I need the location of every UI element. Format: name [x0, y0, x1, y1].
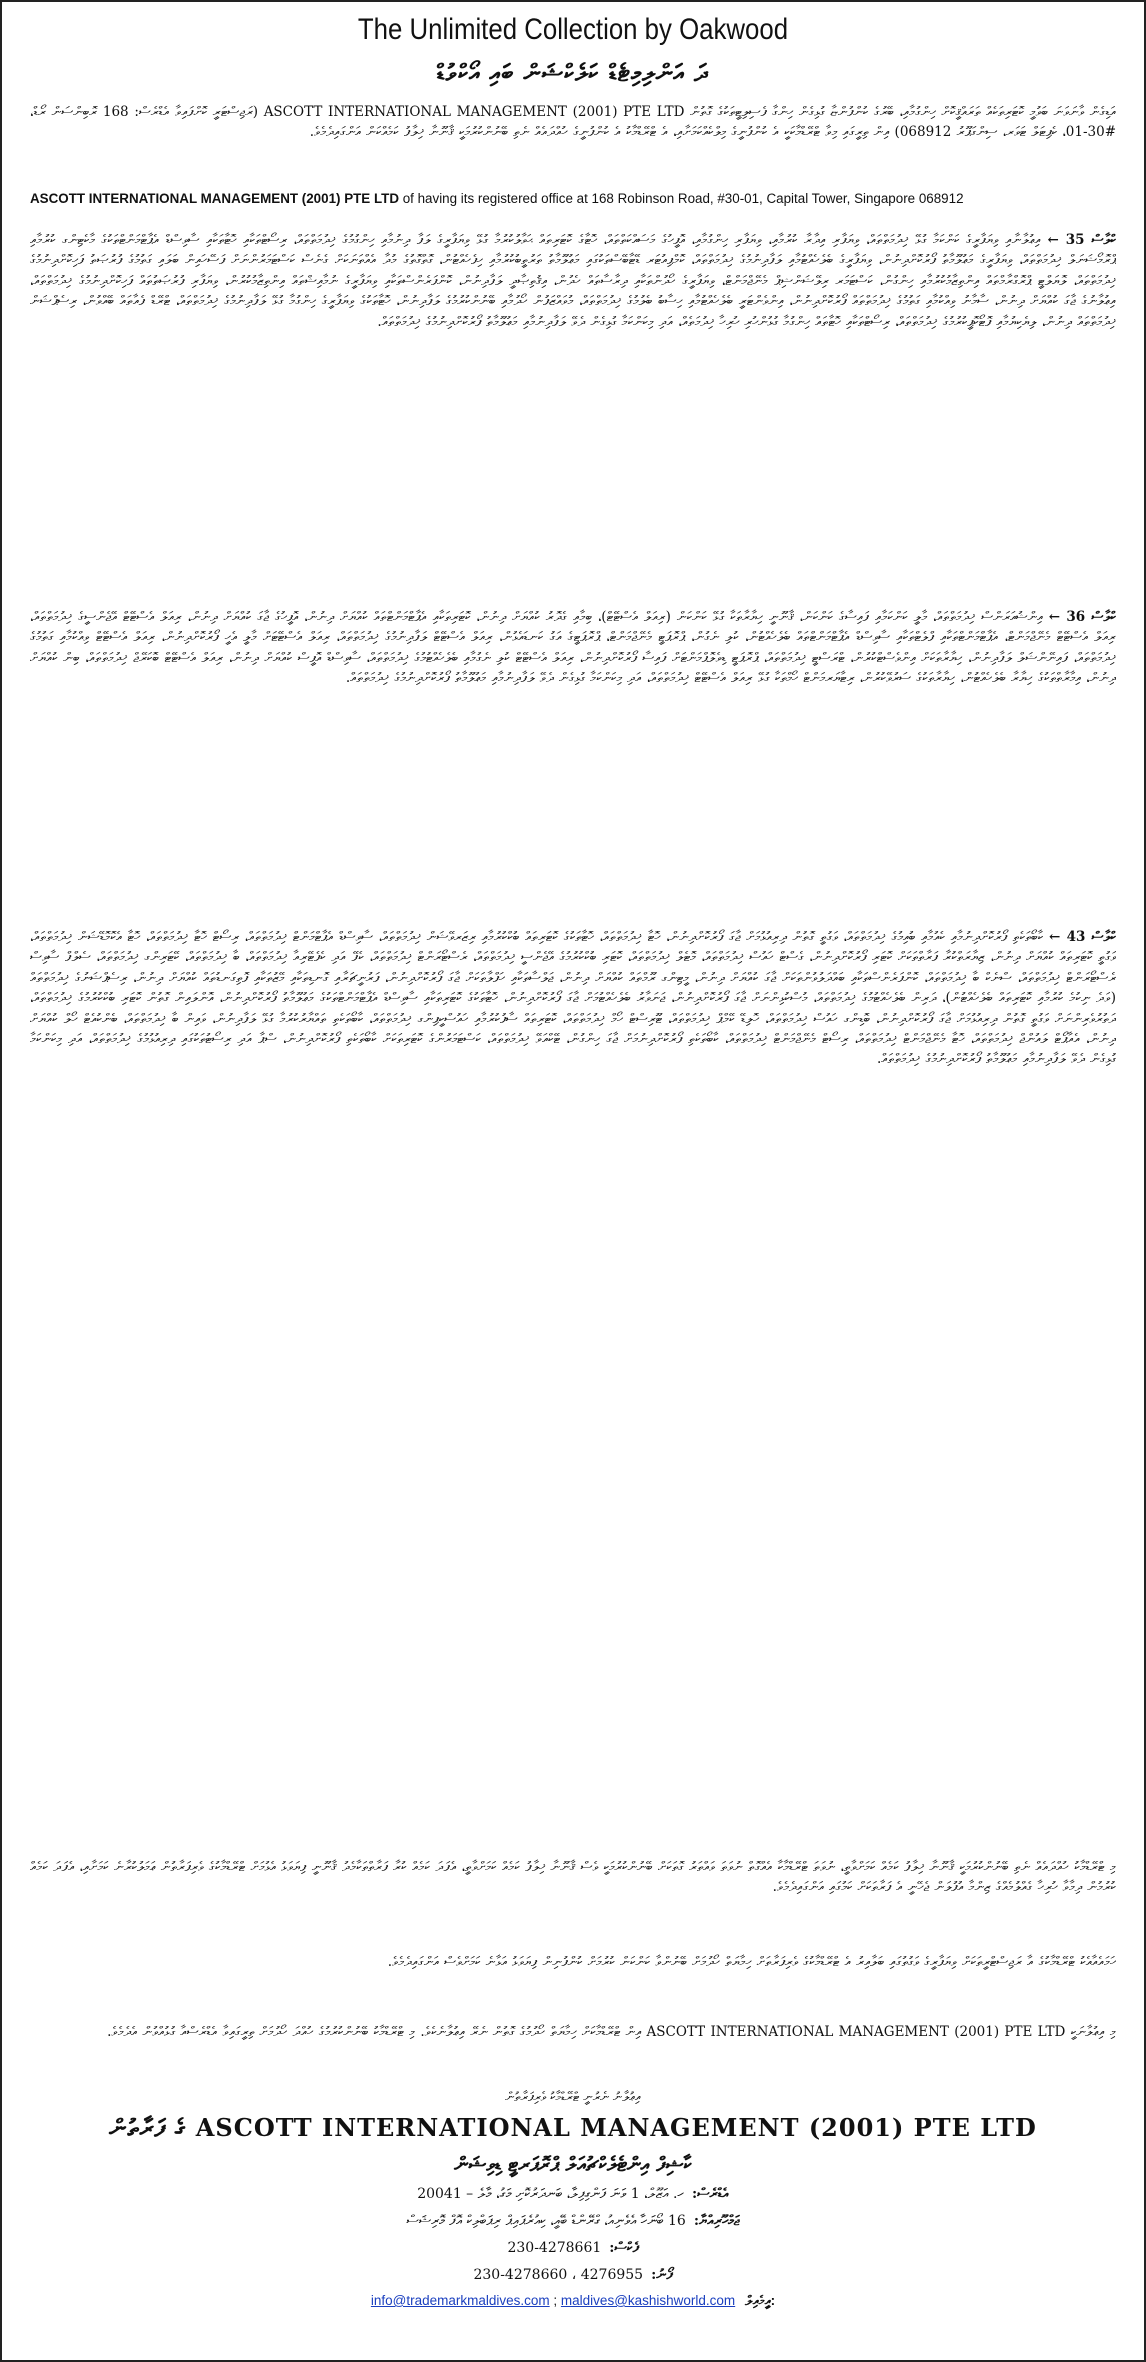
- company-name: ASCOTT INTERNATIONAL MANAGEMENT (2001) PTE LTD: [30, 191, 399, 206]
- footer-address-label: އެޑްރެސް:: [692, 2186, 729, 2202]
- email-separator: ;: [549, 2293, 561, 2308]
- class-35-text: އިޢުލާނާއި ވިޔަފާރީގެ ކަންކަމާ ގުޅޭ ޚިދުމަތްތައް، ވިޔަފާރި އިދާރާ ކުރުމާއި، ވިޔަފާރި ހިންގުމާއި، އޮފީހުގެ މަސައްކަތްތައް، ހޮޓާގެ ކޮޓަރިތައް ޙަވާލުކުރުމާ ގުޅޭ ވިޔަފާރީގެ ލަފާ ދިނުމާއި ހިންގުމުގެ ޚިދުމަތްތައް، ރިސޯޓްތަކާއި ހޮޓާތަކާއި ސާވިސްޑް އެޕާޓްމަންޓްތަކުގެ މާކެޓިންގ ކުރުމާއި ޕްރޮމޯޝަނަލް ޚިދުމަތްތައް، ވިޔަފާރީގެ މަޢުލޫމާތު ފޯރުކޮށްދިނުން، ވިޔަފާރީގެ ބެލެހެއްޓުމާއި ލަފާދިނުމުގެ ޚިދުމަތްތައް، ކޮމްޕިއުޓަރ ޑޭޓާބޭސްތަކުގައި މަޢުލޫމާތު ތަރުތީބުކުރުމާއި ހިފެހެއްޓުން، ގޮތްގޮތުގެ މުދާ އެއްތަނަކަށް ގެނެސް ކަސްޓަމަރުންނަށް ފަސޭހައިން ބަލައި ގަތުމުގެ ފުރުޞަތު ފަހިކޮށްދިނުމުގެ ޚިދުމަތްތައް، ލޮޔަލްޓީ ޕްރޮގްރާމްތައް އިންތިޒާމުކުރުމާއި ހިންގުން، ކަސްޓަމަރ ރިލޭޝަންޝިޕް މެނޭޖްމަންޓް، ވިޔަފާރީގެ ހޯދުންތަކާއި ދިރާސާތައް ހެދުން، އިޤުތިޞާދީ ލަފާދިނުން، ކޮންފަރެންސްތަކާއި ވިޔަފާރީގެ ނުމާއިޝްތައް އިންތިޒާމުކުރުން، ވިޔަފާރި ފުރުޞަތުތައް ފަހިކޮށްދިނުމުގެ ޚިދުމަތްތައް، އިޢުލާނުގެ ޖާގަ ކުއްޔަށް ދިނުން، ސާމާނު ވިއްކުމާއި ގަތުމުގެ ޚިދުމަތްތައް ފޯރުކޮށްދިނުން، އިންވެންޓަރީ ބެލެހެއްޓުމާއި ހިސާބު ބެލުމުގެ ޚިދުމަތްތައް، މުވައްޒަފުން ހޯދުމާއި ބޭނުންކުރުމުގެ ލަފާދިނުން، ހޮޓާތަކުގެ ވިޔަފާރީގެ ހިންގުމާ ގުޅޭ ލަފާދިނުމުގެ ޚިދުމަތްތައް، ޓްރޭޑް ފެއާތައް ބޭއްވުން، ރިސެޕްޝަން ޚިދުމަތްތައް ދިނުން، ލިޔެކިޔުމާއި ފޮޓޯކޮޕީކުރުމުގެ ޚިދުމަތްތައް، ރިސޯޓްތަކާއި ހޮޓާތައް ހިންގުމާ ގުޅުންހުރި ހުރިހާ ޚިދުމަތެއް، އަދި މިކަންކަމާ ގުޅިގެން ދެވޭ ލަފާދިނުމާއި މަޢުލޫމާތު ފޯރުކޮށްދިނުމުގެ ޚިދުމަތްތައް.: [30, 232, 1116, 330]
- email-link-maldives[interactable]: maldives@kashishworld.com: [560, 2293, 736, 2308]
- notice-paragraph-1: މި ޓްރޭޑްމާކު ހުއްދައެއް ނެތި ބޭނުންކުރުމަކީ ޤާނޫނާ ޚިލާފު ކަމެއް ކަމަށްވާތީ، ނުވަތަ ޓްރޭޑްމާކާ އެއްގޮތް ނުވަތަ ވައްތަރު ގޮތަކަށް ބޭނުންކުރުމަކީ ވެސް ޤާނޫނާ ޚިލާފު ކަމެއް ކަމަށްވާތީ، އެފަދަ ކަމެއް ކުރާ ފަރާތްތަކާމެދު ޤާނޫނީ ފިޔަވަޅު އެޅުމަށް ޓްރޭޑްމާކުގެ ވެރިފަރާތުން ޢަމަލުކުރާނެ ކަމަށާއި، އެފަދަ ކަމެއް ކުރުމުން ދިމާވާ ހުރިހާ ގެއްލުމެއްގެ ޒިންމާ އުފުލަން ޖެހޭނީ އެ ފަރާތަކަށް ކަމުގައި އަންގައިދެމެވެ.: [30, 1859, 1116, 1896]
- class-43-section: [30, 927, 1116, 1822]
- page-title: The Unlimited Collection by Oakwood: [357, 13, 789, 46]
- intro-paragraph-english: [30, 190, 1116, 208]
- footer-branch-value: 16 ބޯނަހާ އެވެނިއު، ގްރޭންޑް ބޭއީ، ކިއުރެޕައިޕް ރިޕަބްލިކް އޮފް މޮރިޝަސް: [406, 2213, 686, 2229]
- footer-address: [30, 2181, 1116, 2208]
- footer-fax-value: 230-4278661: [507, 2240, 602, 2256]
- footer-prepared-by: އިޢުލާނު ނެރުނީ ޓްރޭޑްމާކު ވެރިފަރާތުން: [505, 2090, 641, 2105]
- class-36-section: [30, 607, 1116, 897]
- class-35-heading: ކްލާސް 35 ←: [1047, 232, 1116, 248]
- footer-branch-label: ޖަމްހޫރިއްޔާ:: [693, 2213, 740, 2229]
- footer-email-line: [30, 2289, 1116, 2313]
- class-35-section: [30, 230, 1116, 575]
- footer-fax-label: ފެކްސް:: [609, 2240, 639, 2256]
- footer-address-value: ހ. އަޒޫލް، 1 ވަނަ ފަންގިފިލާ، ބަނދަރުކޮށި މަގު، މާލެ – 20041: [417, 2186, 685, 2202]
- notice-paragraph-2: ހަމައެއާއެކު ޓްރޭޑްމާކުގެ އާ ރަޖިސްޓްރީތަކަށް ވިޔަފާރީގެ ވަގުތުގައި ބަލާއިރު އެ ޓްރޭޑްމާކުގެ ވެރިފަރާތަށް ހިމާޔަތް ހޯދުމަށް ބޭނުންވާ ކަންކަން ކުރުމަށް ކުންފުނިން ފިޔަވަޅު އަޅާނެ ކަމަށްވެސް އަންގައިދެމެވެ.: [387, 1954, 1116, 1970]
- intro-paragraph-dhivehi: އަޑިގެން ވާނަވަނަ ބަވުމީ ކޮޓަރިތަކެއް ތަރައްޤީކޮށް ހިންގުމާއި، ބޭރުގެ ކުންފުންޏާ ގުޅިގެން ހިންގާ ފެސިލިޓީތަކުގެ ގޮތުން ASCOTT INTERNATIONAL MANAGEMENT (2001) PTE LTD (ރަޖިސްޓަރީ ކޮށްފައިވާ އެޑްރެސް: 168 ރޮބިންސަން ރޯޑް، #30-01، ކެޕިޓަލް ޓަވަރ، ސިންގަޕޫރު 068912) އިން ތިރީގައި މިވާ ޓްރޭޑްމާކަކީ އެ ކުންފުނީގެ މިލްކެއްކަމަށާއި، އެ ޓްރޭޑްމާކު އެ ކުންފުނީގެ ހުއްދައެއް ނެތި ބޭނުންކުރުމަކީ ޤާނޫނާ ޚިލާފު ކަމެއްކަން އަންގައިދެމެވެ.: [30, 104, 1116, 141]
- footer-phone-value: 230-4278660: [473, 2267, 568, 2283]
- class-36-heading: ކްލާސް 36 ←: [1048, 609, 1116, 625]
- footer-phone: ފޯނު:230-4278660 ، 4276955: [473, 2267, 673, 2283]
- page-subtitle-dhivehi: ދަ އަންލިމިޓެޑް ކަލެކްޝަން ބައި އޯކްވުޑް: [436, 58, 710, 87]
- footer-branch: [30, 2208, 1116, 2235]
- class-43-text: ކާބޯތަކެތި ފޯރުކޮށްދިނުމާއި ކެއުމާއި ބުއިމުގެ ޚިދުމަތްތައް، ވަގުތީ ގޮތުން ދިރިއުޅުމަށް ޖާގަ ފޯރުކޮށްދިނުން، ހޮޓާ ޚިދުމަތްތައް، ހޮޓާތަކުގެ ކޮޓަރިތައް ބުކްކުރުމާއި ރިޒަރވޭޝަން ޚިދުމަތްތައް، ސާވިސްޑް އެޕާޓްމަންޓް ޚިދުމަތްތައް، ރިސޯޓް ހޮޓާ ޚިދުމަތްތައް، ހޮޓާ އެކޮމޮޑޭޝަން ޚިދުމަތްތައް، ވަގުތީ ކޮޓަރިތައް ކުއްޔަށް ދިނުން، ޒިޔާރަތްކުރާ ފަރާތްތަކަށް ކޮޓަރި ފޯރުކޮށްދިނުން، ގެސްޓް ހައުސް ޚިދުމަތްތައް، މޮޓެލް ޚިދުމަތްތައް، ކޮޓަރި ބުކްކުރުމުގެ އޭޖެންސީ ޚިދުމަތްތައް، ރެސްޓޯރަންޓް ޚިދުމަތްތައް، ކެފޭ އަދި ކެފެޓޭރިއާ ޚިދުމަތްތައް، ބާ ޚިދުމަތްތައް، ކޭޓަރިންގ ޚިދުމަތްތައް، ސެލްފް ސާވިސް ރެސްޓޯރަންޓް ޚިދުމަތްތައް، ސްނެކް ބާ ޚިދުމަތްތައް، ކޮންފަރެންސްތަކާއި ބައްދަލުވުންތަކަށް ޖާގަ ކުއްޔަށް ދިނުން، މީޓިންގ ރޫމްތައް ކުއްޔަށް ދިނުން، ޖަލްސާތަކާއި ހަފްލާތަކަށް ޖާގަ ފޯރުކޮށްދިނުން، ފަރުނީޗަރާއި ގޮނޑިތަކާއި މޭޒުތަކާއި ފޮތިގަނޑުތައް ކުއްޔަށް ދިނުން، ރިސެޕްޝަނުގެ ޚިދުމަތްތައް (ވަދެ ނިކުމެ ކުރުމާއި ކޮޓަރިތައް ބެލެހެއްޓުން)، ދަރިން ބެލެހެއްޓުމުގެ ޚިދުމަތްތައް، މުސްކުޅިންނަށް ޖާގަ ފޯރުކޮށްދިނުން، ޖަނަވާރު ބެލެހެއްޓުމަށް ޖާގަ ފޯރުކޮށްދިނުން، ހޮޓާތަކުގެ ކޮޓަރިތަކާއި ސާވިސްޑް އެޕާޓްމަންޓްތަކުގެ މަޢުލޫމާތު ފޯރުކޮށްދިނުން، އޮންލައިން ގޮތުން ކޮޓަރި ބުކްކުރުމުގެ ޚިދުމަތްތައް، ދަތުރުވެރިންނަށް ވަގުތީ ގޮތުން ދިރިއުޅުމަށް ޖާގަ ފޯރުކޮށްދިނުން، ބޮޑިންގ ހައުސް ޚިދުމަތްތައް، ހޮލިޑޭ ކޭމްޕް ޚިދުމަތްތައް، ޓޫރިސްޓް ހޯމް ޚިދުމަތްތައް، ކޮޓަރިތައް ސާފުކުރުމާއި ހައުސްކީޕިންގ ޚިދުމަތްތައް، ކާބޯތަކެތި ތައްޔާރުކުރުމާ ގުޅޭ ލަފާދިނުން، ވައިން ބާ ޚިދުމަތްތައް، ބެންކުއެޓް ހޯލް ކުއްޔަށް ދިނުން، އެއާޕޯޓް ލައުންޖް ޚިދުމަތްތައް، ހޮޓާ މެނޭޖްމަންޓް ޚިދުމަތްތައް، ރިސޯޓް މެނޭޖްމަންޓް ޚިދުމަތްތައް، ކާބޯތަކެތި ފޯރުކޮށްދިނުމަށް ޖާގަ ހިންގުން، ޓޭކްއަވޭ ޚިދުމަތްތައް، ކަސްޓަމަރުންގެ ކޮޓަރިތަކަށް ކާބޯތަކެތި ފޯރުކޮށްދިނުން، ސްޕާ އަދި ރިސޯޓުތަކުގައި ދިރިއުޅުމުގެ ޚިދުމަތްތައް، އަދި މިކަންކަމާ ގުޅިގެން ދެވޭ ލަފާދިނުމާއި މަޢުލޫމާތު ފޯރުކޮށްދިނުމުގެ ޚިދުމަތްތައް.: [30, 929, 1116, 1068]
- company-address: of having its registered office at 168 Robinson Road, #30-01, Capital Tower, Singapore 068912: [399, 191, 964, 206]
- class-43-heading: ކްލާސް 43 ←: [1049, 929, 1116, 945]
- footer-company-line: ASCOTT INTERNATIONAL MANAGEMENT (2001) PTE LTD ގެ ފަރާތުން: [109, 2113, 1037, 2142]
- footer-fax: [30, 2235, 1116, 2262]
- footer-contact-block: [30, 2087, 1116, 2313]
- notice-paragraph-3: މި އިޢުލާނަކީ ASCOTT INTERNATIONAL MANAGEMENT (2001) PTE LTD އިން ޓްރޭޑްމާކަށް ހިމާޔަތް ހޯދުމުގެ ގޮތުން ނެރޭ އިޢުލާނެކެވެ. މި ޓްރޭޑްމާކު ބޭނުންކުރުމުގެ ހުއްދަ ހޯދުމަށް ތިރީގައިވާ އެޑްރެސްއާ ގުޅުއްވުން އެދެމެވެ.: [107, 2024, 1116, 2040]
- footer-agent-line: ކާޝިފް އިންޓެލެކްޗުއަލް ޕްރޮޕަރޓީ ޑިވިޝަން: [454, 2152, 692, 2176]
- class-36-text: އިންޝުއަރަންސް ޚިދުމަތްތައް، މާލީ ކަންކަމާއި ފައިސާގެ ކަންކަން، ޤާނޫނީ ހިޔާރާތަކާ ގުޅޭ ކަންކަން (ރިއަލް އެސްޓޭޓް)، ބިމާއި ގެދޮރު ކުއްޔަށް ދިނުން، ކޮޓަރިތަކާއި އެޕާޓްމަންޓްތައް ކުއްޔަށް ދިނުން، އޮފީހުގެ ޖާގަ ކުއްޔަށް ދިނުން، ރިއަލް އެސްޓޭޓް އޭޖެންސީގެ ޚިދުމަތްތައް، ރިއަލް އެސްޓޭޓް މެނޭޖްމަންޓް، އެޕާޓްމަންޓްތަކާއި ފްލެޓްތަކާއި ސާވިސްޑް އެޕާޓްމަންޓްތައް ބެލެހެއްޓުން، ކުލި ނެގުން، ޕްރޮޕަޓީ މެނޭޖްމަންޓް، ޕްރޮޕަޓީގެ އަގު ކަނޑައެޅުން، ރިއަލް އެސްޓޭޓް ލަފާދިނުމުގެ ޚިދުމަތްތައް، ރިއަލް އެސްޓޭޓަށް މާލީ އެހީ ފޯރުކޮށްދިނުން، ރިއަލް އެސްޓޭޓް ވިއްކުމާއި ގަތުމުގެ ޚިދުމަތްތައް، ފައިނޭންޝަލް ލަފާދިނުން، ހިޔާރާތަކަށް އިންވެސްޓްކުރުން، ޓްރަސްޓީ ޚިދުމަތްތައް، ޕްރޮޕަޓީ ޑިވެލޮޕްމަންޓަށް ފައިސާ ފޯރުކޮށްދިނުން، ރިއަލް އެސްޓޭޓް ކުލި ނެގުމާއި ބެލެހެއްޓުމުގެ ޚިދުމަތްތައް، ސާވިސްޑް އޮފީސް ކުއްޔަށް ދިނުން، ރިއަލް އެސްޓޭޓް ބޮކަރޭޖް ޚިދުމަތްތައް، ބިން ކުއްޔަށް ދިނުން، އިމާރާތްތަކުގެ ހިޔާރާ ބެލެހެއްޓުން، ހިޔާރާތަކުގެ ސަރުވޭކުރުން، ރިޓާޔަރމަންޓް ހޯމްތަކާ ގުޅޭ ރިއަލް އެސްޓޭޓް ޚިދުމަތްތައް، އަދި މިކަންކަމާ ގުޅިގެން ދެވޭ ލަފާދިނުމާއި މަޢުލޫމާތު ފޯރުކޮށްދިނުމުގެ ޚިދުމަތްތައް.: [30, 609, 1116, 687]
- footer-email-label: އީމެއިލް:: [744, 2293, 776, 2308]
- email-link-trademark[interactable]: info@trademarkmaldives.com: [370, 2293, 550, 2308]
- footer-phone-local: 4276955: [580, 2267, 644, 2283]
- footer-phone-label: ފޯނު:: [651, 2267, 673, 2283]
